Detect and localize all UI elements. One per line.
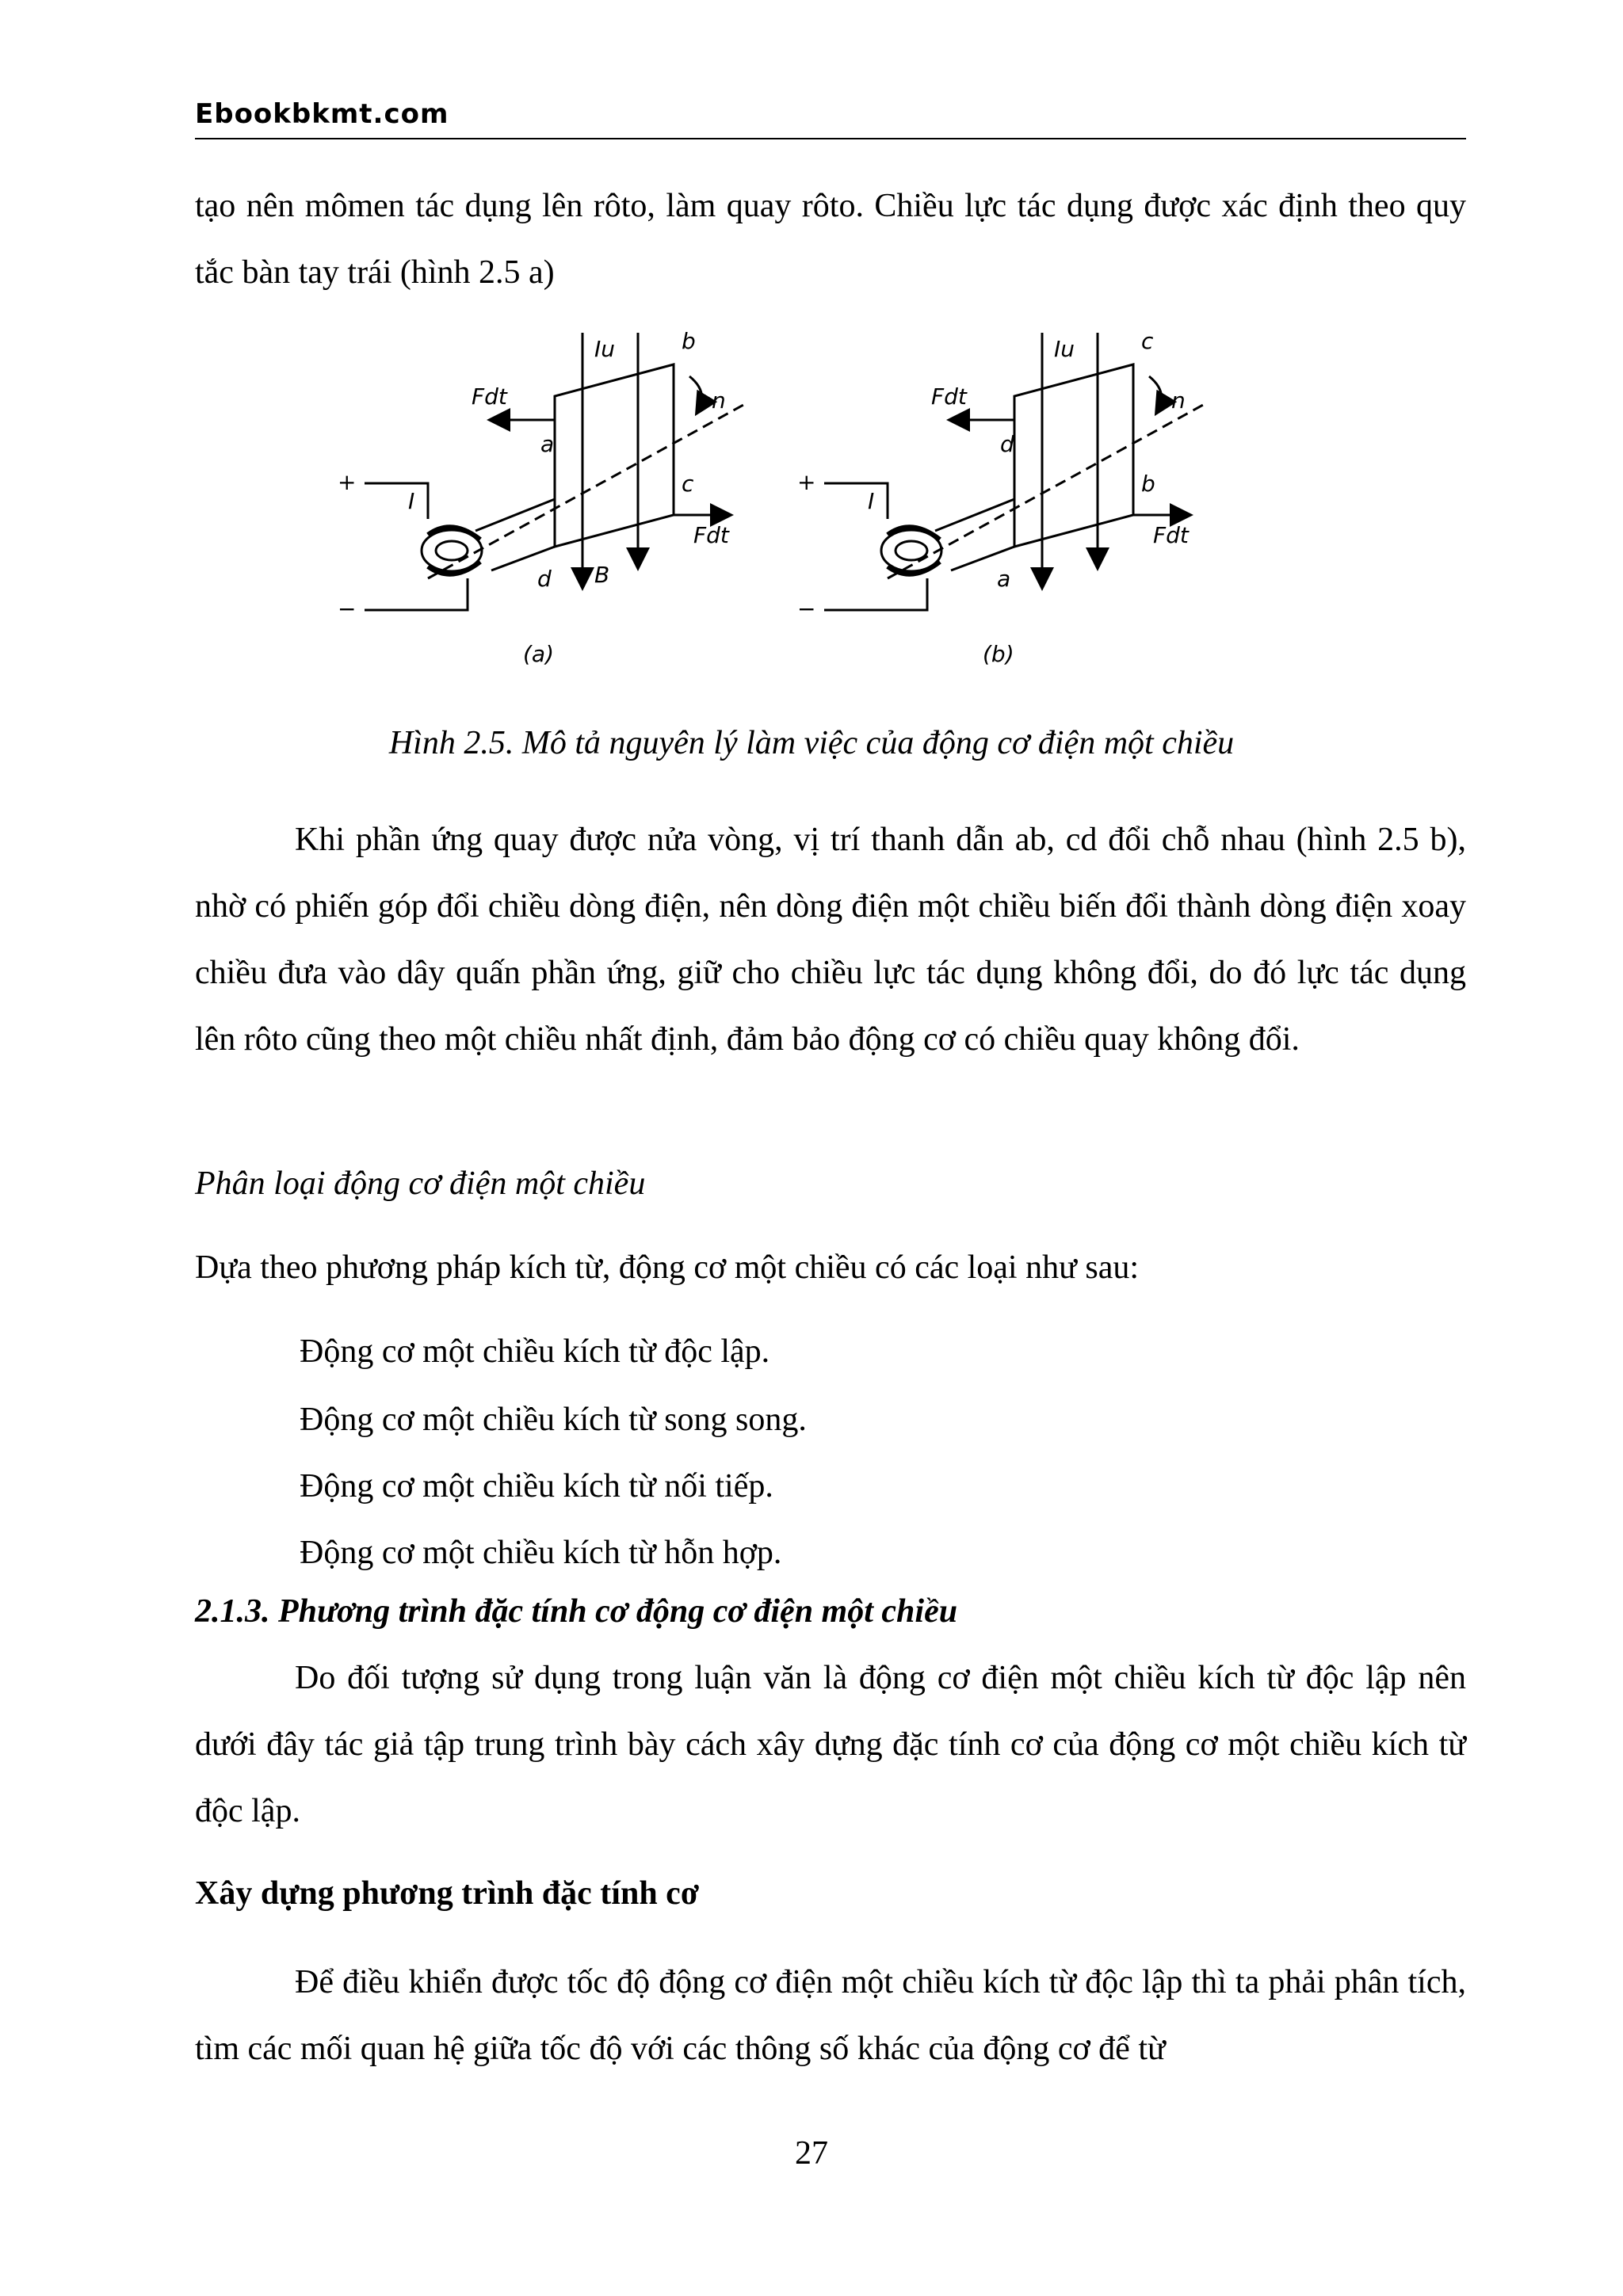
svg-text:−: − xyxy=(797,596,816,622)
svg-text:Fdt: Fdt xyxy=(931,383,967,410)
svg-text:−: − xyxy=(338,596,357,622)
section-heading: 2.1.3. Phương trình đặc tính cơ động cơ điện một chiều xyxy=(195,1593,958,1630)
svg-text:Iu: Iu xyxy=(1054,336,1075,362)
paragraph-classification: Dựa theo phương pháp kích từ, động cơ một chiều có các loại như sau: xyxy=(195,1249,1140,1286)
header-rule xyxy=(195,138,1466,139)
svg-text:Fdt: Fdt xyxy=(693,522,729,548)
list-item: Động cơ một chiều kích từ độc lập. xyxy=(300,1333,770,1370)
list-item: Động cơ một chiều kích từ nối tiếp. xyxy=(300,1468,773,1505)
svg-text:Fdt: Fdt xyxy=(1153,522,1189,548)
svg-text:Iu: Iu xyxy=(594,336,616,362)
svg-text:+: + xyxy=(797,469,816,495)
svg-text:c: c xyxy=(682,471,694,497)
svg-text:n: n xyxy=(1171,387,1186,414)
list-item: Động cơ một chiều kích từ hỗn hợp. xyxy=(300,1535,782,1571)
svg-text:c: c xyxy=(1141,328,1154,354)
svg-text:a: a xyxy=(997,566,1011,592)
paragraph-intro: tạo nên mômen tác dụng lên rôto, làm quay rôto. Chiều lực tác dụng được xác định theo quy tắc bàn tay trái (hình 2.5 a) xyxy=(195,188,1466,291)
svg-text:d: d xyxy=(1000,431,1014,457)
paragraph-equation: Để điều khiển được tốc độ động cơ điện một chiều kích từ độc lập thì ta phải phân tích, tìm các mối quan hệ giữa tốc độ với các thông số khác của động cơ để từ xyxy=(195,1964,1466,2067)
svg-text:+: + xyxy=(338,469,357,495)
paragraph-half-turn: Khi phần ứng quay được nửa vòng, vị trí thanh dẫn ab, cd đổi chỗ nhau (hình 2.5 b), nhờ có phiến góp đổi chiều dòng điện, nên dòng điện một chiều biến đổi thành dòng điện xoay chiều đưa vào dây quấn phần ứng, giữ cho chiều lực tác dụng không đổi, do đó lực tác dụng lên rôto cũng theo một chiều nhất định, đảm bảo động cơ có chiều quay không đổi. xyxy=(195,822,1466,1058)
list-item: Động cơ một chiều kích từ song song. xyxy=(300,1402,807,1438)
svg-text:I: I xyxy=(408,488,415,514)
figure-dc-motor-principle xyxy=(333,325,1236,697)
svg-text:I: I xyxy=(868,488,875,514)
svg-text:(b): (b) xyxy=(983,641,1014,667)
figure-caption: Hình 2.5. Mô tả nguyên lý làm việc của động cơ điện một chiều xyxy=(388,725,1235,761)
svg-text:b: b xyxy=(1141,471,1155,497)
paragraph-section: Do đối tượng sử dụng trong luận văn là động cơ điện một chiều kích từ độc lập nên dưới đây tác giả tập trung trình bày cách xây dựng đặc tính cơ của động cơ một chiều kích từ độc lập. xyxy=(195,1660,1466,1829)
svg-text:Fdt: Fdt xyxy=(472,383,507,410)
heading-equation: Xây dựng phương trình đặc tính cơ xyxy=(195,1875,700,1912)
page-number: 27 xyxy=(795,2135,828,2172)
svg-text:b: b xyxy=(682,328,696,354)
site-header: Ebookbkmt.com xyxy=(195,98,449,130)
svg-text:n: n xyxy=(712,387,726,414)
heading-classification: Phân loại động cơ điện một chiều xyxy=(195,1165,646,1202)
svg-text:d: d xyxy=(537,566,552,592)
svg-text:a: a xyxy=(540,431,555,457)
svg-text:(a): (a) xyxy=(523,641,555,667)
svg-text:B: B xyxy=(594,562,610,588)
